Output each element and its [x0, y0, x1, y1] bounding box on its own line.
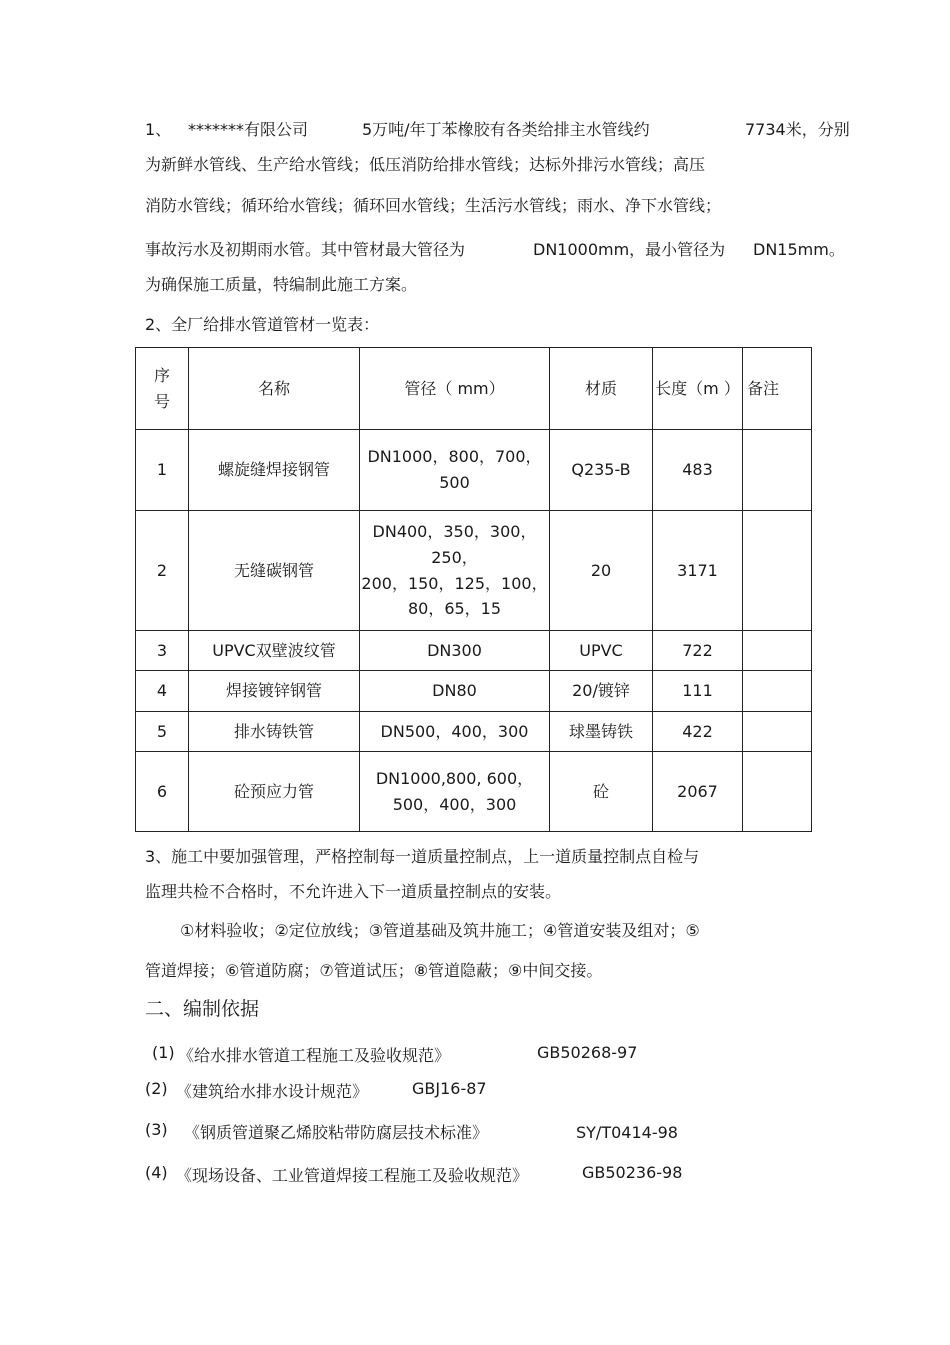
diameter-line: DN300	[427, 640, 482, 660]
para1-line4c: DN15mm。	[753, 240, 845, 259]
row-remark	[743, 712, 812, 752]
para1-line4a: 事故污水及初期雨水管。其中管材最大管径为	[145, 240, 466, 259]
reference-title: 《钢质管道聚乙烯胶粘带防腐层技术标准》	[184, 1123, 489, 1142]
row-seq: 6	[136, 752, 189, 832]
diameter-line: DN1000,800, 600，	[375, 768, 534, 788]
header-remark: 备注	[743, 348, 812, 430]
row-material: 砼	[550, 752, 653, 832]
diameter-line: 500	[439, 473, 470, 492]
reference-title: 《现场设备、工业管道焊接工程施工及验收规范》	[176, 1166, 529, 1185]
row-name: UPVC双壁波纹管	[189, 631, 360, 671]
row-length: 483	[653, 430, 743, 511]
diameter-line: 200，150，125，100，	[361, 573, 548, 593]
reference-code: GB50268-97	[537, 1043, 638, 1062]
para1-line5: 为确保施工质量，特编制此施工方案。	[145, 275, 418, 294]
row-length: 111	[653, 671, 743, 712]
reference-title: 《建筑给水排水设计规范》	[176, 1082, 369, 1101]
header-seq-bottom: 号	[153, 391, 170, 411]
table-row	[136, 752, 812, 832]
table-row	[136, 430, 812, 511]
row-length: 722	[653, 631, 743, 671]
diameter-line: 500，400，300	[392, 794, 517, 814]
reference-number: (1)	[152, 1043, 175, 1062]
table-row	[136, 671, 812, 712]
diameter-line: DN80	[432, 681, 477, 701]
row-name: 砼预应力管	[189, 752, 360, 832]
header-seq-top: 序	[153, 365, 170, 385]
para1-line2: 为新鲜水管线、生产给水管线；低压消防给排水管线；达标外排污水管线；高压	[145, 155, 706, 174]
row-seq: 3	[136, 631, 189, 671]
header-name: 名称	[189, 348, 360, 430]
para1-line4b: DN1000mm，最小管径为	[533, 240, 726, 259]
row-material: 球墨铸铁	[550, 712, 653, 752]
reference-title: 《给水排水管道工程施工及验收规范》	[178, 1046, 451, 1065]
para1-company: *******有限公司	[188, 120, 309, 139]
header-length: 长度（m ）	[653, 348, 743, 430]
row-remark	[743, 511, 812, 631]
row-seq: 4	[136, 671, 189, 712]
row-diameter	[360, 671, 550, 712]
row-diameter	[360, 752, 550, 832]
pipe-materials-table	[135, 347, 812, 832]
row-diameter	[360, 430, 550, 511]
diameter-line: DN1000，800，700，	[367, 447, 542, 467]
row-name: 焊接镀锌钢管	[189, 671, 360, 712]
reference-code: GB50236-98	[582, 1163, 683, 1182]
diameter-line: DN500，400，300	[380, 721, 529, 741]
row-name: 无缝碳钢管	[189, 511, 360, 631]
table-header-row	[136, 348, 812, 430]
para1-line3: 消防水管线；循环给水管线；循环回水管线；生活污水管线；雨水、净下水管线；	[145, 196, 722, 215]
row-material: UPVC	[550, 631, 653, 671]
reference-number: (4)	[145, 1163, 168, 1182]
table-caption: 2、全厂给排水管道管材一览表：	[145, 315, 380, 334]
para3-line2: 监理共检不合格时，不允许进入下一道质量控制点的安装。	[145, 882, 562, 901]
para1-number: 1、	[145, 120, 172, 139]
para1-project: 5万吨/年丁苯橡胶有各类给排主水管线约	[362, 120, 650, 139]
row-remark	[743, 631, 812, 671]
row-material: 20	[550, 511, 653, 631]
table-row	[136, 631, 812, 671]
row-name: 螺旋缝焊接钢管	[189, 430, 360, 511]
para3-line1: 3、施工中要加强管理，严格控制每一道质量控制点，上一道质量控制点自检与	[145, 847, 700, 866]
para3-line3: ①材料验收；②定位放线；③管道基础及筑井施工；④管道安装及组对；⑤	[180, 921, 700, 940]
row-length: 3171	[653, 511, 743, 631]
para3-line4: 管道焊接；⑥管道防腐；⑦管道试压；⑧管道隐蔽；⑨中间交接。	[145, 961, 603, 980]
header-seq	[136, 348, 189, 430]
row-material: 20/镀锌	[550, 671, 653, 712]
row-name: 排水铸铁管	[189, 712, 360, 752]
row-diameter	[360, 631, 550, 671]
row-seq: 5	[136, 712, 189, 752]
header-diameter: 管径（ mm）	[360, 348, 550, 430]
row-seq: 2	[136, 511, 189, 631]
reference-number: (3)	[145, 1120, 168, 1139]
row-diameter	[360, 511, 550, 631]
table-row	[136, 511, 812, 631]
reference-code: SY/T0414-98	[576, 1123, 678, 1142]
row-material: Q235-B	[550, 430, 653, 511]
row-remark	[743, 430, 812, 511]
row-length: 2067	[653, 752, 743, 832]
para1-length: 7734米，分别	[745, 120, 850, 139]
row-remark	[743, 671, 812, 712]
diameter-line: DN400，350，300，250，	[372, 522, 537, 567]
table-row	[136, 712, 812, 752]
header-material: 材质	[550, 348, 653, 430]
row-remark	[743, 752, 812, 832]
reference-number: (2)	[145, 1079, 168, 1098]
row-seq: 1	[136, 430, 189, 511]
row-length: 422	[653, 712, 743, 752]
row-diameter	[360, 712, 550, 752]
diameter-line: 80，65，15	[407, 599, 502, 619]
section-title-basis: 二、编制依据	[145, 998, 260, 1020]
reference-code: GBJ16-87	[412, 1079, 487, 1098]
